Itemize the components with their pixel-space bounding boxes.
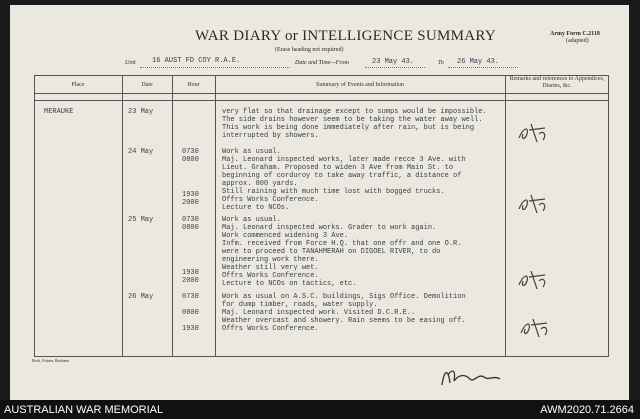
hour-cell: 0800 <box>182 156 199 164</box>
summary-line: Lieut. Graham. Proposed to widen 3 Ave from Main St. to <box>222 164 454 172</box>
summary-line: Work as usual on A.S.C. buildings, Sigs Office. Demolition <box>222 293 466 301</box>
date-cell: 26 May <box>128 293 154 301</box>
page-title: WAR DIARY or INTELLIGENCE SUMMARY <box>195 28 497 44</box>
initials-mark <box>517 315 553 341</box>
date-to: 26 May 43. <box>457 58 500 66</box>
footer-accession: AWM2020.71.2664 <box>540 404 634 416</box>
summary-line: The side drains however seem to be taking the water away well. <box>222 116 483 124</box>
summary-line: engineering work there. <box>222 256 319 264</box>
form-note: (adapted) <box>566 38 589 44</box>
date-label: Date and Time—From <box>295 60 349 66</box>
summary-line: Work as usual. <box>222 148 281 156</box>
summary-line: Weather still very wet. <box>222 264 319 272</box>
summary-line: approx. 800 yards. <box>222 180 298 188</box>
unit-label: Unit <box>125 60 136 66</box>
hour-cell: 0800 <box>182 224 199 232</box>
summary-line: Still raining with much time lost with bogged trucks. <box>222 188 445 196</box>
hour-cell: 0800 <box>182 309 199 317</box>
summary-line: interrupted by showers. <box>222 132 319 140</box>
hour-cell: 0730 <box>182 293 199 301</box>
summary-line: were to proceed to TANAHMERAH on DIGOEL RIVER, to do <box>222 248 441 256</box>
col-header-summary: Summary of Events and Information <box>316 82 404 88</box>
hour-cell: 1930 <box>182 191 199 199</box>
summary-line: Maj. Leonard inspected work. Visited D.C.R.E.. <box>222 309 416 317</box>
page-subtitle: (Erase heading not required) <box>275 47 344 53</box>
date-cell: 24 May <box>128 148 154 156</box>
summary-line: Offrs Works Conference. <box>222 196 319 204</box>
initials-mark <box>515 267 551 293</box>
date-cell: 25 May <box>128 216 154 224</box>
hour-cell: 1930 <box>182 325 199 333</box>
col-header-place: Place <box>71 82 85 88</box>
form-label: Army Form C.2118 <box>550 31 600 37</box>
summary-line: for dump timber, roads, water supply. <box>222 301 378 309</box>
archive-footer <box>0 400 640 419</box>
summary-line: Offrs Works Conference. <box>222 272 319 280</box>
col-header-date: Date <box>141 82 153 88</box>
summary-line: Infm. received from Force H.Q. that one offr and one O.R. <box>222 240 462 248</box>
summary-line: Maj. Leonard inspected works, later made recce 3 Ave. with <box>222 156 466 164</box>
summary-line: This work is being done immediately after rain, but is being <box>222 124 475 132</box>
hour-cell: 0730 <box>182 216 199 224</box>
hour-cell: 2000 <box>182 277 199 285</box>
footer-institution: AUSTRALIAN WAR MEMORIAL <box>4 404 164 416</box>
summary-line: Weather overcast and showery. Rain seems to be easing off. <box>222 317 466 325</box>
summary-line: very flat so that drainage except to sumps would be impossible. <box>222 108 487 116</box>
unit-value: 16 AUST FD COY R.A.E. <box>152 57 241 65</box>
summary-line: beginning of corduroy to take away traffic, a distance of <box>222 172 462 180</box>
summary-line: Work as usual. <box>222 216 281 224</box>
summary-line: Lecture to NCOs on tactics, etc. <box>222 280 357 288</box>
date-cell: 23 May <box>128 108 154 116</box>
hour-cell: 1930 <box>182 269 199 277</box>
date-from: 23 May 43. <box>372 58 415 66</box>
hour-cell: 0730 <box>182 148 199 156</box>
signature <box>438 361 508 391</box>
summary-line: Work commenced widening 3 Ave. <box>222 232 349 240</box>
date-to-label: To <box>438 60 444 66</box>
col-header-hour: Hour <box>187 82 200 88</box>
summary-line: Lecture to NCOs. <box>222 204 290 212</box>
initials-mark <box>515 120 551 146</box>
col-header-remarks: Remarks and references to Appendices, Diaries, &c. <box>509 76 605 89</box>
diary-page <box>10 5 629 400</box>
place-cell: MERAUKE <box>44 108 74 116</box>
printer-imprint: Beck, Printer, Brisbane <box>32 358 70 363</box>
summary-line: Maj. Leonard inspected works. Grader to work again. <box>222 224 437 232</box>
summary-line: Offrs Works Conference. <box>222 325 319 333</box>
hour-cell: 2000 <box>182 199 199 207</box>
initials-mark <box>515 191 551 217</box>
